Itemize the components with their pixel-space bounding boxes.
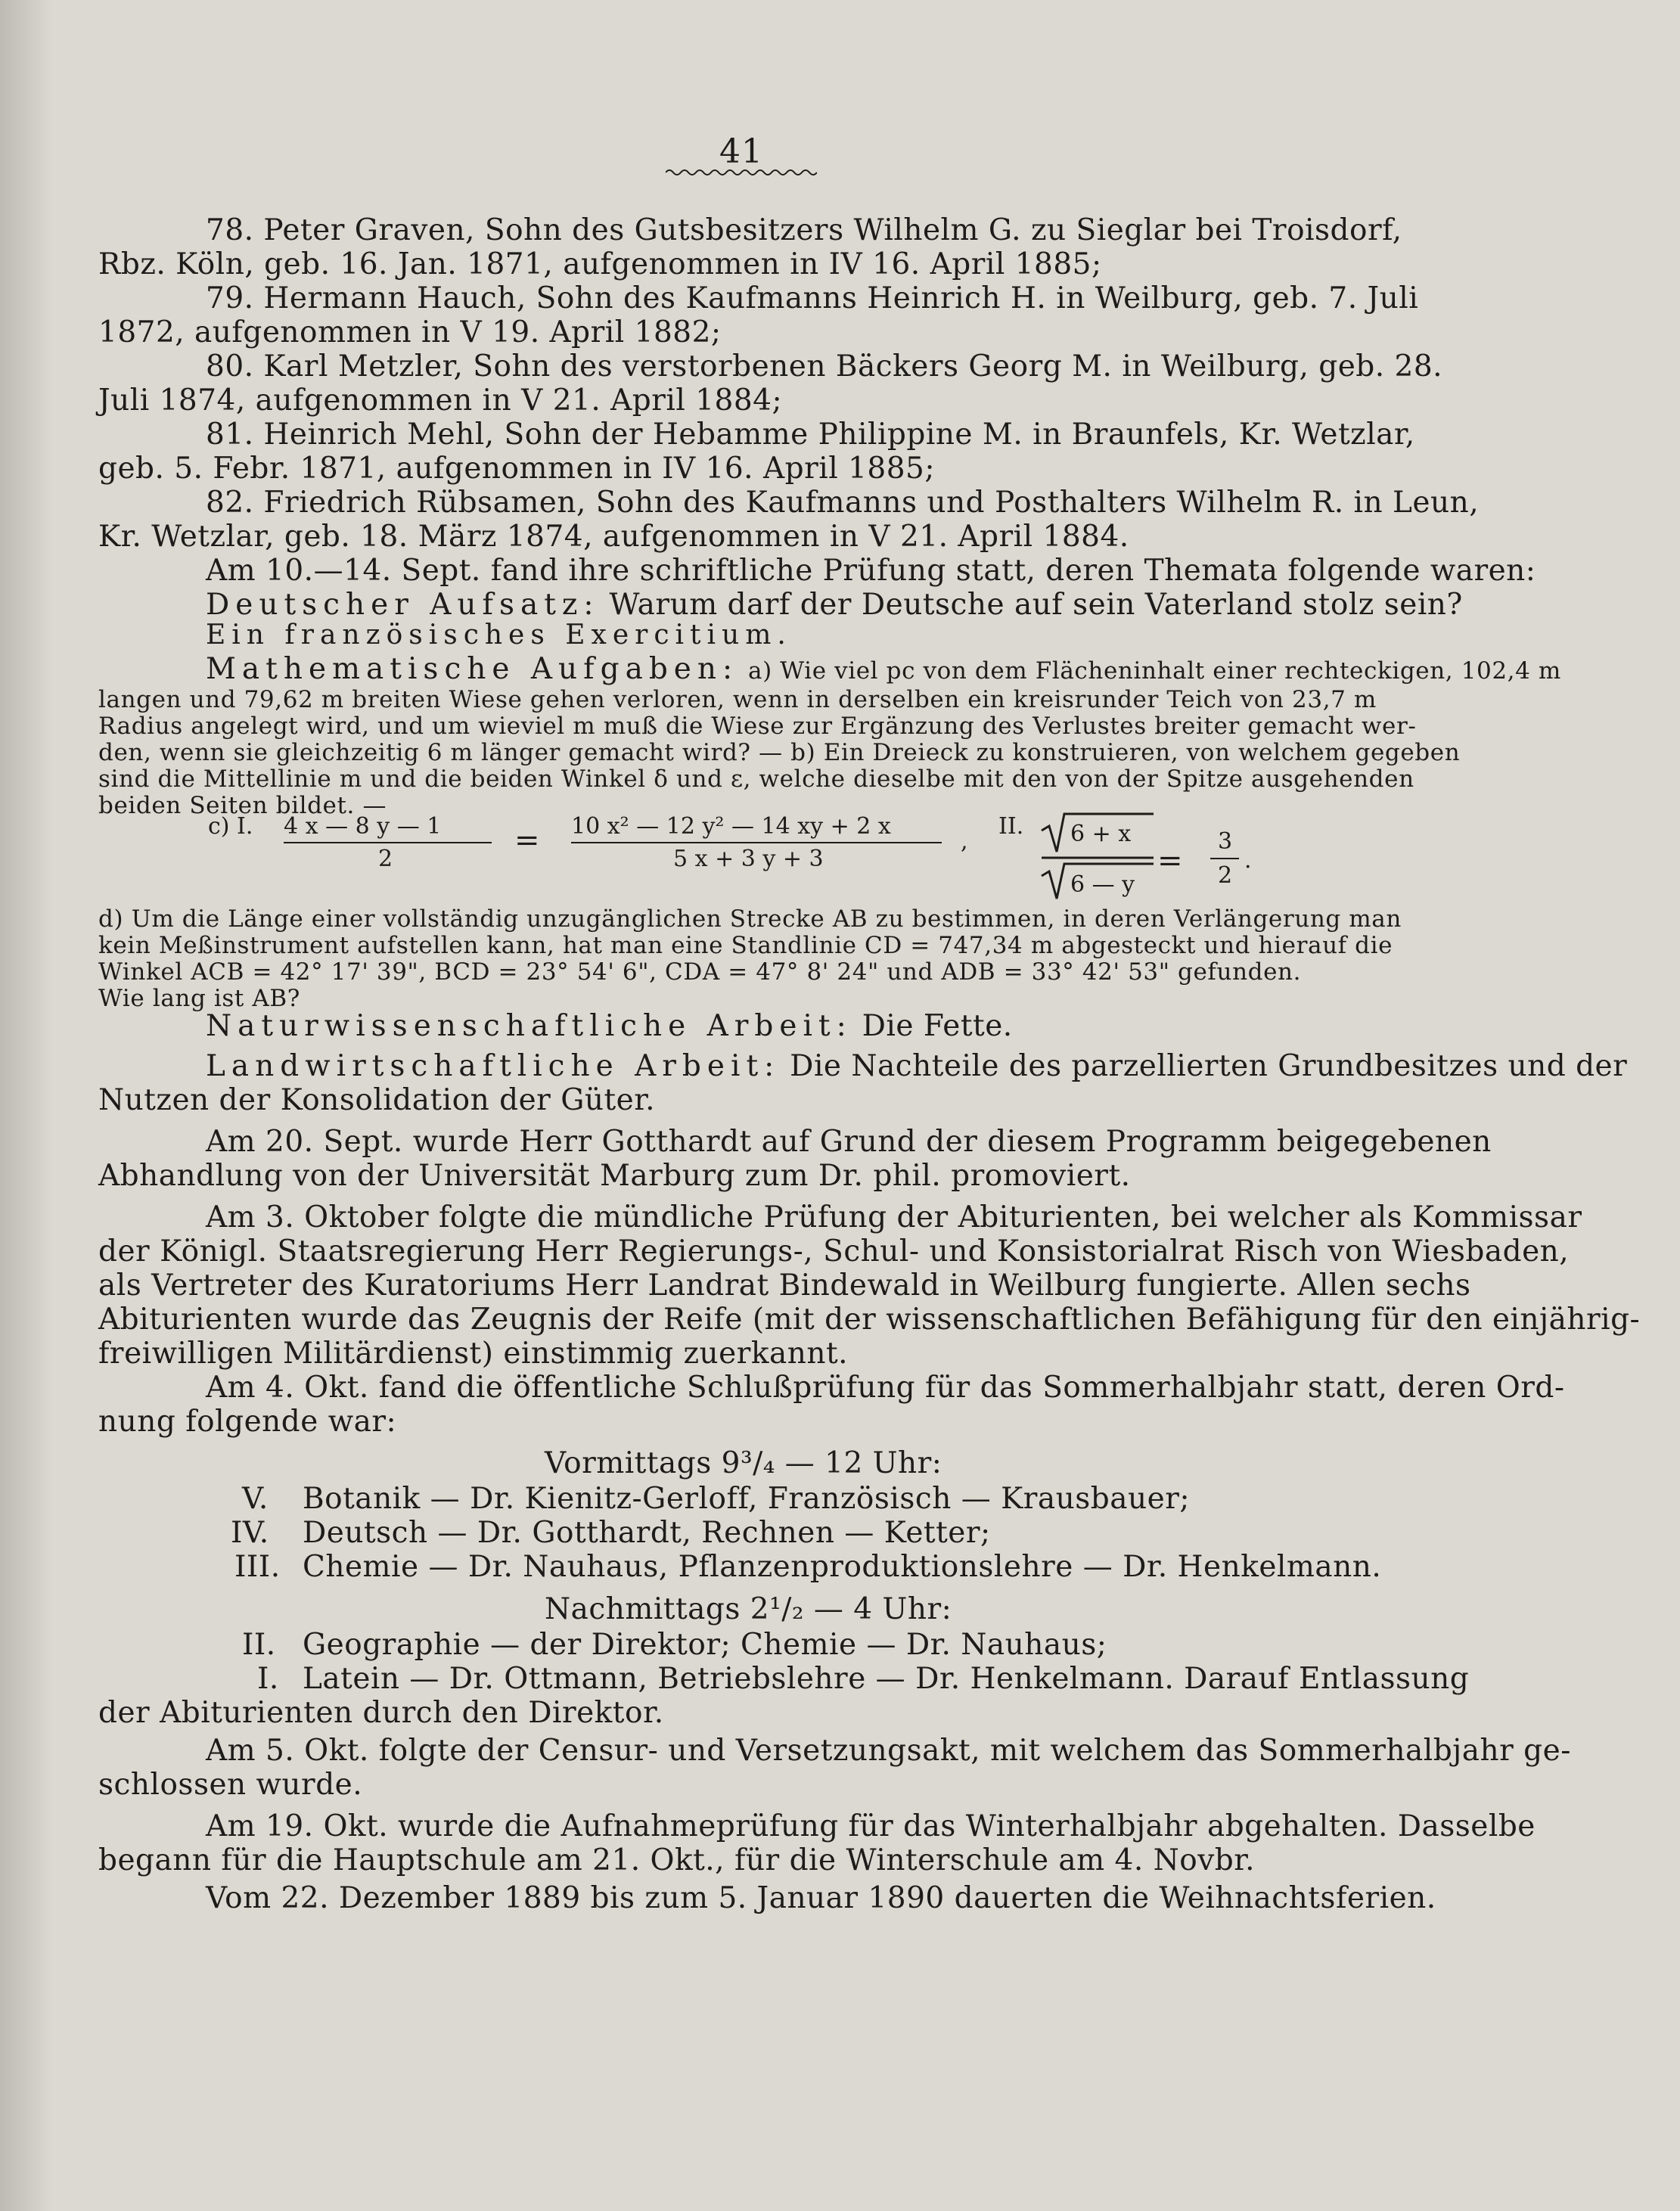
eq2-fraction-bar	[571, 842, 942, 843]
eq1-numerator: 4 x — 8 y — 1	[284, 813, 442, 840]
math-text-5: beiden Seiten bildet. —	[98, 792, 387, 819]
entry-82-line1: 82. Friedrich Rübsamen, Sohn des Kaufmanns und Posthalters Wilhelm R. in Leun,	[206, 486, 1480, 520]
entry-80-line1: 80. Karl Metzler, Sohn des verstorbenen Bäckers Georg M. in Weilburg, geb. 28.	[206, 349, 1443, 384]
math-text-0: a) Wie viel pc von dem Flächeninhalt einer rechteckigen, 102,4 m	[748, 657, 1561, 685]
schedule-afternoon-ii: Geographie — der Direktor; Chemie — Dr. Nauhaus;	[303, 1628, 1107, 1662]
natur-topic: Die Fette.	[862, 1009, 1013, 1043]
eq4-fraction-bar	[1210, 858, 1239, 859]
para-oral-4: Abiturienten wurde das Zeugnis der Reife (mit der wissenschaftlichen Befähigung für den einjährig-	[98, 1303, 1641, 1337]
schedule-morning-iv: Deutsch — Dr. Gotthardt, Rechnen — Ketter;	[303, 1516, 991, 1550]
para-oral-1: Am 3. Oktober folgte die mündliche Prüfung der Abiturienten, bei welcher als Kommissar	[206, 1200, 1582, 1234]
entry-78-line1: 78. Peter Graven, Sohn des Gutsbesitzers Wilhelm G. zu Sieglar bei Troisdorf,	[206, 213, 1402, 247]
math-d-1: kein Meßinstrument aufstellen kann, hat man eine Standlinie CD = 747,34 m abgesteckt und hierauf die	[98, 932, 1393, 959]
math-text-1: langen und 79,62 m breiten Wiese gehen verloren, wenn in derselben ein kreisrunder Teich von 23,7 m	[98, 686, 1377, 713]
para-public-2: nung folgende war:	[98, 1405, 397, 1439]
deutsch-line	[206, 590, 1463, 620]
deutsch-topic: Warum darf der Deutsche auf sein Vaterland stolz sein?	[609, 588, 1463, 622]
math-d-0: d) Um die Länge einer vollständig unzugänglichen Strecke AB zu bestimmen, in deren Verlängerung man	[98, 905, 1402, 933]
eq3-numerator: 6 + x	[1070, 821, 1132, 847]
eq-c-label: c) I.	[208, 813, 253, 840]
schedule-class-ii: II.	[242, 1628, 276, 1662]
math-line-1	[206, 654, 1561, 684]
exam-intro: Am 10.—14. Sept. fand ihre schriftliche Prüfung statt, deren Themata folgende waren:	[206, 554, 1536, 588]
natur-label: Naturwissenschaftliche Arbeit:	[206, 1009, 852, 1043]
land-label: Landwirtschaftliche Arbeit:	[206, 1049, 781, 1083]
page-shadow	[0, 0, 53, 2211]
eq1-fraction-bar	[284, 842, 492, 843]
para-promotion-1: Am 20. Sept. wurde Herr Gotthardt auf Grund der diesem Programm beigegebenen	[206, 1125, 1492, 1159]
eq1-denominator: 2	[378, 846, 393, 872]
eq2-numerator: 10 x² — 12 y² — 14 xy + 2 x	[571, 813, 891, 840]
schedule-class-iii: III.	[234, 1550, 281, 1584]
schedule-morning-iii: Chemie — Dr. Nauhaus, Pflanzenproduktionslehre — Dr. Henkelmann.	[303, 1550, 1382, 1584]
math-label: Mathematische Aufgaben:	[206, 652, 739, 686]
eq3-denominator: 6 — y	[1070, 871, 1135, 898]
math-text-3: den, wenn sie gleichzeitig 6 m länger gemacht wird? — b) Ein Dreieck zu konstruieren, von welchem gegeben	[98, 739, 1461, 766]
para-aufnahme-2: begann für die Hauptschule am 21. Okt., für die Winterschule am 4. Novbr.	[98, 1843, 1256, 1877]
schedule-class-iv: IV.	[231, 1516, 269, 1550]
entry-79-line1: 79. Hermann Hauch, Sohn des Kaufmanns Heinrich H. in Weilburg, geb. 7. Juli	[206, 281, 1419, 315]
math-text-4: sind die Mittellinie m und die beiden Winkel δ und ε, welche dieselbe mit den von der Spitze ausgehenden	[98, 765, 1414, 793]
eq-comma: ,	[961, 828, 968, 855]
entry-80-line2: Juli 1874, aufgenommen in V 21. April 1884;	[98, 384, 783, 418]
schedule-morning-heading: Vormittags 9³/₄ — 12 Uhr:	[545, 1446, 942, 1480]
schedule-morning-v: Botanik — Dr. Kienitz-Gerloff, Französisch — Krausbauer;	[303, 1482, 1190, 1516]
para-aufnahme-1: Am 19. Okt. wurde die Aufnahmeprüfung für das Winterhalbjahr abgehalten. Dasselbe	[206, 1809, 1536, 1843]
para-oral-2: der Königl. Staatsregierung Herr Regierungs-, Schul- und Konsistorialrat Risch von Wiesbaden,	[98, 1234, 1570, 1269]
eq-II-label: II.	[998, 813, 1024, 840]
para-promotion-2: Abhandlung von der Universität Marburg zum Dr. phil. promoviert.	[98, 1159, 1131, 1193]
eq2-denominator: 5 x + 3 y + 3	[673, 846, 824, 872]
para-censur-1: Am 5. Okt. folgte der Censur- und Versetzungsakt, mit welchem das Sommerhalbjahr ge-	[206, 1734, 1571, 1768]
land-line	[206, 1051, 1627, 1081]
land-topic-2: Nutzen der Konsolidation der Güter.	[98, 1083, 655, 1117]
para-public-1: Am 4. Okt. fand die öffentliche Schlußprüfung für das Sommerhalbjahr statt, deren Ord-	[206, 1371, 1565, 1405]
entry-82-line2: Kr. Wetzlar, geb. 18. März 1874, aufgenommen in V 21. April 1884.	[98, 520, 1129, 554]
franz-exercitium: Ein französisches Exercitium.	[206, 620, 792, 651]
eq-equals-1: =	[514, 823, 540, 858]
deutsch-label: Deutscher Aufsatz:	[206, 588, 600, 622]
land-topic-1: Die Nachteile des parzellierten Grundbesitzes und der	[790, 1049, 1628, 1083]
natur-line	[206, 1011, 1013, 1041]
para-oral-3: als Vertreter des Kuratoriums Herr Landrat Bindewald in Weilburg fungierte. Allen sechs	[98, 1269, 1471, 1303]
math-d-2: Winkel ACB = 42° 17' 39", BCD = 23° 54' 6", CDA = 47° 8' 24" und ADB = 33° 42' 53" gefunden.	[98, 958, 1302, 986]
schedule-afternoon-heading: Nachmittags 2¹/₂ — 4 Uhr:	[545, 1592, 952, 1626]
schedule-class-i: I.	[257, 1662, 279, 1696]
eq4-numerator: 3	[1218, 828, 1233, 855]
schedule-class-v: V.	[242, 1482, 269, 1516]
para-oral-5: freiwilligen Militärdienst) einstimmig zuerkannt.	[98, 1337, 849, 1371]
para-censur-2: schlossen wurde.	[98, 1768, 363, 1802]
eq-equals-2: =	[1157, 843, 1183, 878]
schedule-afternoon-cont: der Abiturienten durch den Direktor.	[98, 1696, 664, 1730]
entry-78-line2: Rbz. Köln, geb. 16. Jan. 1871, aufgenommen in IV 16. April 1885;	[98, 247, 1102, 281]
para-ferien: Vom 22. Dezember 1889 bis zum 5. Januar 1890 dauerten die Weihnachtsferien.	[206, 1881, 1436, 1915]
page-number: 41	[719, 132, 763, 171]
entry-81-line1: 81. Heinrich Mehl, Sohn der Hebamme Philippine M. in Braunfels, Kr. Wetzlar,	[206, 418, 1415, 452]
schedule-afternoon-i: Latein — Dr. Ottmann, Betriebslehre — Dr. Henkelmann. Darauf Entlassung	[303, 1662, 1470, 1696]
math-d-3: Wie lang ist AB?	[98, 985, 301, 1012]
ornament-rule	[666, 165, 817, 180]
eq-period: .	[1244, 847, 1252, 874]
entry-81-line2: geb. 5. Febr. 1871, aufgenommen in IV 16. April 1885;	[98, 452, 935, 486]
math-text-2: Radius angelegt wird, und um wieviel m muß die Wiese zur Ergänzung des Verlustes breiter gemacht wer-	[98, 713, 1417, 740]
eq4-denominator: 2	[1218, 862, 1233, 889]
entry-79-line2: 1872, aufgenommen in V 19. April 1882;	[98, 315, 722, 349]
